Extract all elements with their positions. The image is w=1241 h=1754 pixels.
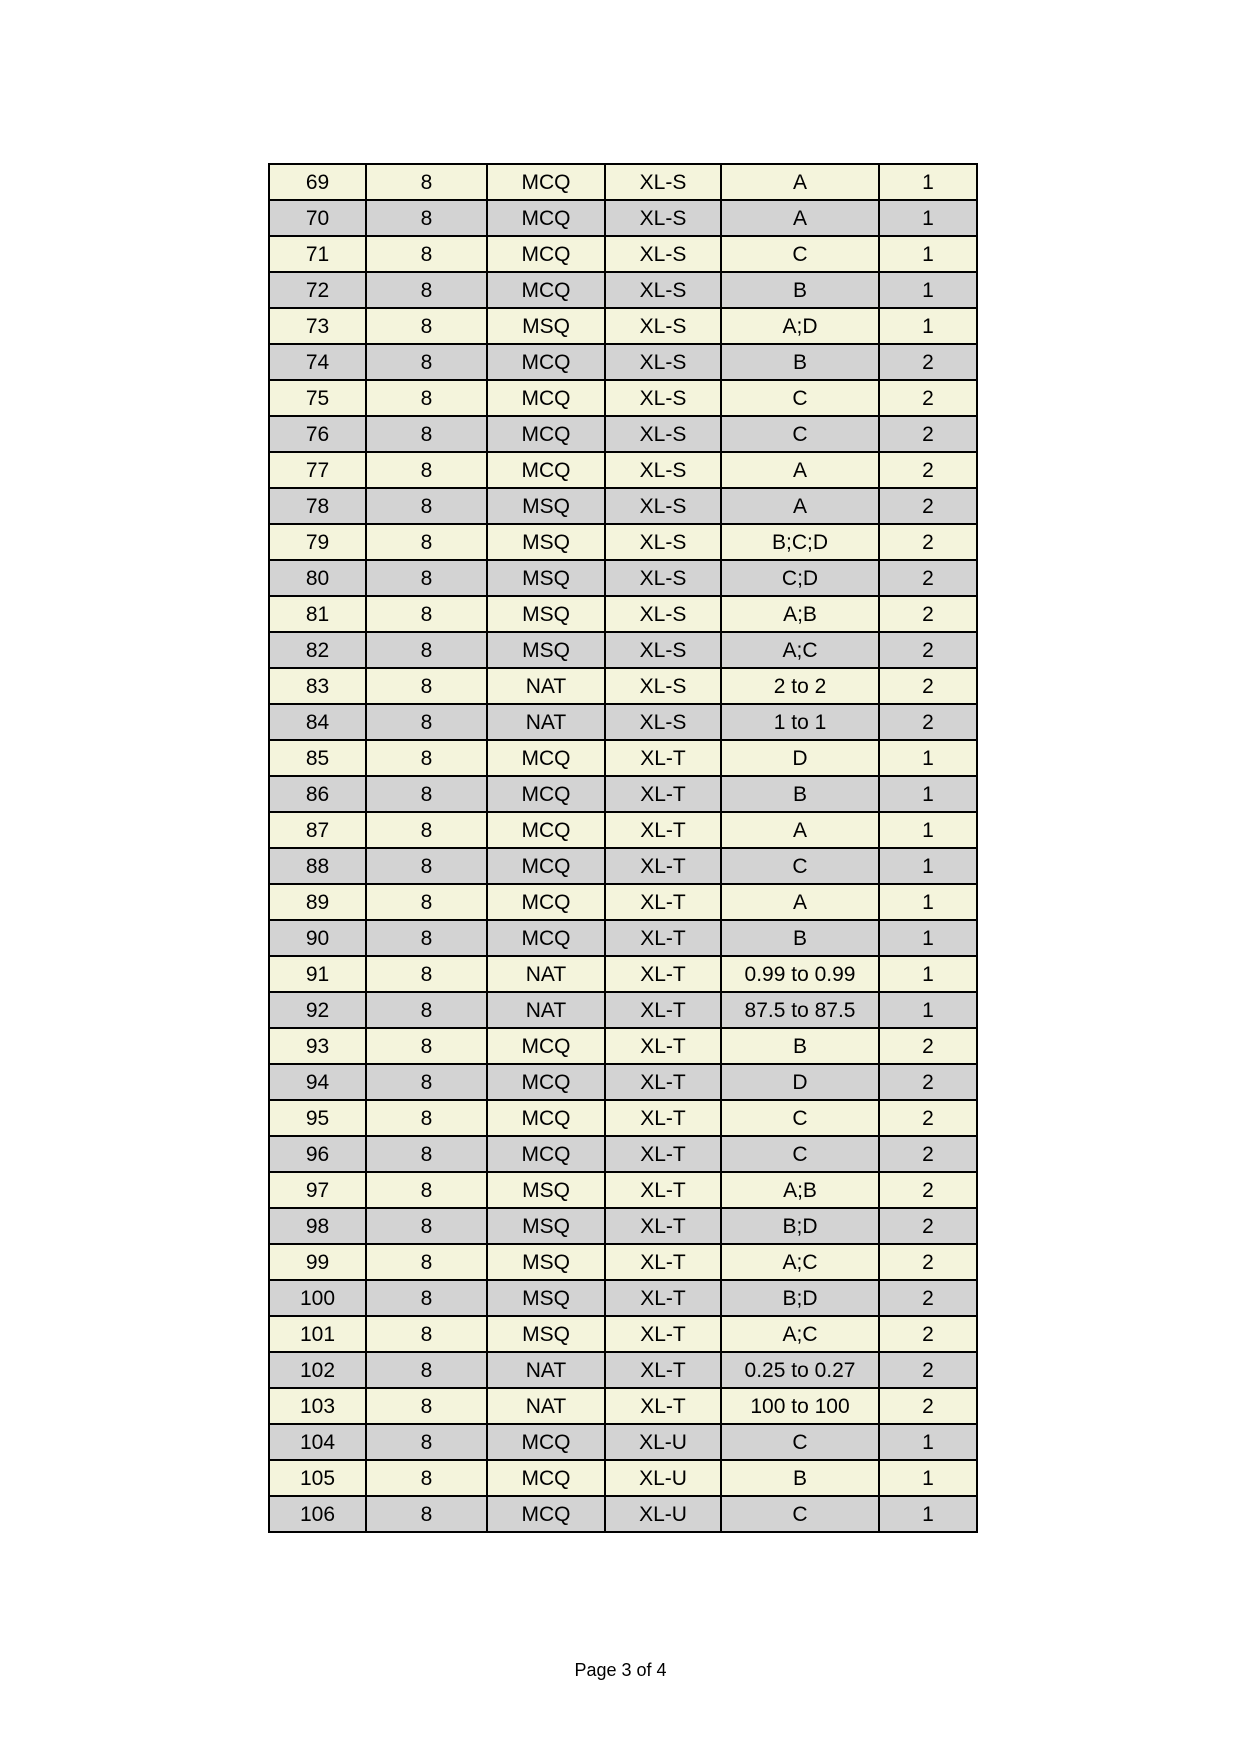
question-number-cell: 70 [269,200,366,236]
table-row [269,704,977,740]
marks-cell: 2 [879,416,977,452]
question-type-cell: NAT [487,1388,605,1424]
table-row [269,560,977,596]
section-cell: XL-T [605,1172,721,1208]
table-row [269,416,977,452]
table-row [269,1496,977,1532]
question-number-cell: 105 [269,1460,366,1496]
answer-key-cell: A [721,200,879,236]
section-cell: XL-T [605,1352,721,1388]
question-number-cell: 97 [269,1172,366,1208]
table-row [269,668,977,704]
question-number-cell: 104 [269,1424,366,1460]
question-type-cell: NAT [487,992,605,1028]
answer-key-cell: 0.25 to 0.27 [721,1352,879,1388]
session-cell: 8 [366,452,487,488]
marks-cell: 2 [879,1028,977,1064]
answer-key-cell: A [721,884,879,920]
table-row [269,200,977,236]
session-cell: 8 [366,596,487,632]
answer-key-cell: C [721,1424,879,1460]
table-row [269,1100,977,1136]
answer-key-cell: B;C;D [721,524,879,560]
question-type-cell: MCQ [487,1496,605,1532]
table-row [269,344,977,380]
answer-key-cell: A [721,812,879,848]
marks-cell: 1 [879,956,977,992]
marks-cell: 2 [879,1352,977,1388]
section-cell: XL-T [605,1280,721,1316]
section-cell: XL-T [605,1208,721,1244]
question-number-cell: 96 [269,1136,366,1172]
section-cell: XL-T [605,1244,721,1280]
section-cell: XL-S [605,668,721,704]
marks-cell: 2 [879,668,977,704]
table-row [269,164,977,200]
marks-cell: 1 [879,1460,977,1496]
table-row [269,488,977,524]
marks-cell: 1 [879,164,977,200]
answer-key-cell: A;B [721,1172,879,1208]
marks-cell: 2 [879,1208,977,1244]
question-type-cell: MCQ [487,1100,605,1136]
answer-key-cell: A;B [721,596,879,632]
marks-cell: 2 [879,344,977,380]
marks-cell: 2 [879,1064,977,1100]
session-cell: 8 [366,992,487,1028]
answer-key-cell: 1 to 1 [721,704,879,740]
answer-key-cell: A;D [721,308,879,344]
marks-cell: 1 [879,272,977,308]
table-row [269,1388,977,1424]
answer-key-cell: C [721,416,879,452]
marks-cell: 1 [879,812,977,848]
answer-key-table [268,163,978,1533]
question-type-cell: MCQ [487,812,605,848]
question-number-cell: 81 [269,596,366,632]
table-row [269,596,977,632]
question-number-cell: 80 [269,560,366,596]
answer-key-cell: C [721,236,879,272]
table-row [269,1316,977,1352]
session-cell: 8 [366,164,487,200]
question-type-cell: MSQ [487,560,605,596]
answer-key-cell: B [721,344,879,380]
marks-cell: 1 [879,740,977,776]
answer-key-cell: D [721,1064,879,1100]
marks-cell: 2 [879,1244,977,1280]
section-cell: XL-S [605,272,721,308]
marks-cell: 2 [879,1316,977,1352]
question-type-cell: NAT [487,956,605,992]
question-number-cell: 88 [269,848,366,884]
session-cell: 8 [366,488,487,524]
session-cell: 8 [366,632,487,668]
session-cell: 8 [366,236,487,272]
section-cell: XL-T [605,884,721,920]
section-cell: XL-S [605,416,721,452]
question-type-cell: MCQ [487,452,605,488]
session-cell: 8 [366,884,487,920]
table-row [269,884,977,920]
section-cell: XL-S [605,380,721,416]
answer-key-cell: C [721,1100,879,1136]
question-type-cell: NAT [487,668,605,704]
session-cell: 8 [366,776,487,812]
section-cell: XL-S [605,596,721,632]
question-type-cell: MSQ [487,1280,605,1316]
answer-key-cell: B [721,272,879,308]
answer-key-cell: C [721,1136,879,1172]
marks-cell: 1 [879,776,977,812]
section-cell: XL-U [605,1460,721,1496]
question-number-cell: 101 [269,1316,366,1352]
session-cell: 8 [366,1172,487,1208]
session-cell: 8 [366,1388,487,1424]
question-number-cell: 98 [269,1208,366,1244]
section-cell: XL-S [605,164,721,200]
marks-cell: 1 [879,992,977,1028]
marks-cell: 1 [879,1496,977,1532]
section-cell: XL-T [605,848,721,884]
question-number-cell: 83 [269,668,366,704]
answer-key-cell: B [721,1028,879,1064]
section-cell: XL-S [605,632,721,668]
question-number-cell: 85 [269,740,366,776]
question-type-cell: MSQ [487,1208,605,1244]
question-number-cell: 99 [269,1244,366,1280]
table-row [269,272,977,308]
section-cell: XL-T [605,920,721,956]
answer-key-cell: A [721,164,879,200]
question-type-cell: MCQ [487,1460,605,1496]
question-number-cell: 87 [269,812,366,848]
answer-key-cell: C [721,1496,879,1532]
question-type-cell: MCQ [487,272,605,308]
table-row [269,1244,977,1280]
table-row [269,308,977,344]
question-number-cell: 72 [269,272,366,308]
table-row [269,1136,977,1172]
marks-cell: 1 [879,920,977,956]
section-cell: XL-S [605,488,721,524]
marks-cell: 2 [879,596,977,632]
question-type-cell: MCQ [487,380,605,416]
session-cell: 8 [366,1424,487,1460]
session-cell: 8 [366,1208,487,1244]
question-number-cell: 91 [269,956,366,992]
table-row [269,920,977,956]
question-number-cell: 92 [269,992,366,1028]
section-cell: XL-T [605,812,721,848]
question-type-cell: MSQ [487,1172,605,1208]
question-number-cell: 86 [269,776,366,812]
session-cell: 8 [366,1280,487,1316]
marks-cell: 2 [879,524,977,560]
question-type-cell: MCQ [487,164,605,200]
question-number-cell: 89 [269,884,366,920]
answer-key-cell: B [721,1460,879,1496]
question-number-cell: 82 [269,632,366,668]
answer-key-cell: B;D [721,1280,879,1316]
table-row [269,452,977,488]
table-row [269,812,977,848]
session-cell: 8 [366,1496,487,1532]
question-type-cell: MCQ [487,416,605,452]
question-type-cell: MCQ [487,740,605,776]
question-type-cell: MSQ [487,1244,605,1280]
marks-cell: 2 [879,632,977,668]
session-cell: 8 [366,956,487,992]
table-row [269,848,977,884]
table-row [269,236,977,272]
answer-key-cell: 0.99 to 0.99 [721,956,879,992]
session-cell: 8 [366,1100,487,1136]
marks-cell: 1 [879,200,977,236]
session-cell: 8 [366,1316,487,1352]
marks-cell: 2 [879,380,977,416]
answer-key-cell: A [721,488,879,524]
table-row [269,1280,977,1316]
session-cell: 8 [366,380,487,416]
section-cell: XL-T [605,992,721,1028]
question-number-cell: 103 [269,1388,366,1424]
question-number-cell: 79 [269,524,366,560]
session-cell: 8 [366,524,487,560]
session-cell: 8 [366,668,487,704]
table-row [269,632,977,668]
section-cell: XL-S [605,308,721,344]
section-cell: XL-S [605,344,721,380]
section-cell: XL-S [605,704,721,740]
page-number: Page 3 of 4 [574,1660,667,1680]
marks-cell: 2 [879,560,977,596]
marks-cell: 2 [879,1388,977,1424]
session-cell: 8 [366,416,487,452]
answer-key-cell: B [721,920,879,956]
question-number-cell: 69 [269,164,366,200]
answer-key-cell: D [721,740,879,776]
answer-key-cell: C [721,380,879,416]
question-number-cell: 78 [269,488,366,524]
table-row [269,1028,977,1064]
question-number-cell: 75 [269,380,366,416]
section-cell: XL-T [605,1136,721,1172]
answer-key-cell: A [721,452,879,488]
marks-cell: 2 [879,488,977,524]
question-number-cell: 90 [269,920,366,956]
question-number-cell: 95 [269,1100,366,1136]
session-cell: 8 [366,272,487,308]
question-type-cell: MCQ [487,236,605,272]
section-cell: XL-U [605,1496,721,1532]
session-cell: 8 [366,560,487,596]
table-row [269,1424,977,1460]
section-cell: XL-T [605,740,721,776]
table-row [269,740,977,776]
section-cell: XL-T [605,1100,721,1136]
table-row [269,1172,977,1208]
marks-cell: 2 [879,1172,977,1208]
table-row [269,1064,977,1100]
session-cell: 8 [366,200,487,236]
session-cell: 8 [366,1064,487,1100]
question-type-cell: MCQ [487,776,605,812]
question-type-cell: MSQ [487,308,605,344]
question-number-cell: 74 [269,344,366,380]
question-type-cell: MCQ [487,884,605,920]
session-cell: 8 [366,1352,487,1388]
marks-cell: 2 [879,704,977,740]
question-type-cell: MCQ [487,1136,605,1172]
answer-key-cell: A;C [721,1316,879,1352]
table-row [269,380,977,416]
answer-key-cell: 87.5 to 87.5 [721,992,879,1028]
section-cell: XL-U [605,1424,721,1460]
question-type-cell: MSQ [487,596,605,632]
marks-cell: 1 [879,1424,977,1460]
question-number-cell: 106 [269,1496,366,1532]
marks-cell: 2 [879,1280,977,1316]
question-type-cell: MCQ [487,920,605,956]
marks-cell: 2 [879,1100,977,1136]
session-cell: 8 [366,920,487,956]
answer-key-cell: B [721,776,879,812]
section-cell: XL-S [605,200,721,236]
marks-cell: 1 [879,308,977,344]
question-number-cell: 102 [269,1352,366,1388]
table-row [269,1352,977,1388]
answer-key-cell: 100 to 100 [721,1388,879,1424]
section-cell: XL-S [605,236,721,272]
marks-cell: 2 [879,452,977,488]
session-cell: 8 [366,1460,487,1496]
section-cell: XL-S [605,452,721,488]
table-row [269,524,977,560]
question-type-cell: MCQ [487,848,605,884]
answer-key-cell: A;C [721,632,879,668]
question-number-cell: 94 [269,1064,366,1100]
section-cell: XL-T [605,776,721,812]
question-number-cell: 100 [269,1280,366,1316]
answer-key-cell: B;D [721,1208,879,1244]
session-cell: 8 [366,1244,487,1280]
session-cell: 8 [366,704,487,740]
question-type-cell: MSQ [487,1316,605,1352]
answer-key-cell: 2 to 2 [721,668,879,704]
question-number-cell: 71 [269,236,366,272]
question-type-cell: NAT [487,1352,605,1388]
session-cell: 8 [366,740,487,776]
question-type-cell: MCQ [487,344,605,380]
answer-key-cell: C [721,848,879,884]
question-type-cell: NAT [487,704,605,740]
question-type-cell: MSQ [487,632,605,668]
question-type-cell: MSQ [487,524,605,560]
section-cell: XL-T [605,1316,721,1352]
section-cell: XL-S [605,560,721,596]
marks-cell: 1 [879,884,977,920]
marks-cell: 2 [879,1136,977,1172]
session-cell: 8 [366,344,487,380]
answer-key-cell: C;D [721,560,879,596]
section-cell: XL-T [605,1064,721,1100]
question-number-cell: 93 [269,1028,366,1064]
session-cell: 8 [366,812,487,848]
section-cell: XL-T [605,956,721,992]
section-cell: XL-T [605,1028,721,1064]
question-type-cell: MCQ [487,1424,605,1460]
table-row [269,1208,977,1244]
question-number-cell: 77 [269,452,366,488]
table-row [269,992,977,1028]
section-cell: XL-T [605,1388,721,1424]
table-row [269,956,977,992]
question-number-cell: 84 [269,704,366,740]
session-cell: 8 [366,1028,487,1064]
table-row [269,776,977,812]
marks-cell: 1 [879,848,977,884]
question-type-cell: MCQ [487,1028,605,1064]
answer-key-cell: A;C [721,1244,879,1280]
question-type-cell: MSQ [487,488,605,524]
question-type-cell: MCQ [487,200,605,236]
section-cell: XL-S [605,524,721,560]
session-cell: 8 [366,308,487,344]
table-row [269,1460,977,1496]
session-cell: 8 [366,1136,487,1172]
question-number-cell: 76 [269,416,366,452]
answer-key-table-body [269,164,977,1532]
question-type-cell: MCQ [487,1064,605,1100]
session-cell: 8 [366,848,487,884]
marks-cell: 1 [879,236,977,272]
question-number-cell: 73 [269,308,366,344]
